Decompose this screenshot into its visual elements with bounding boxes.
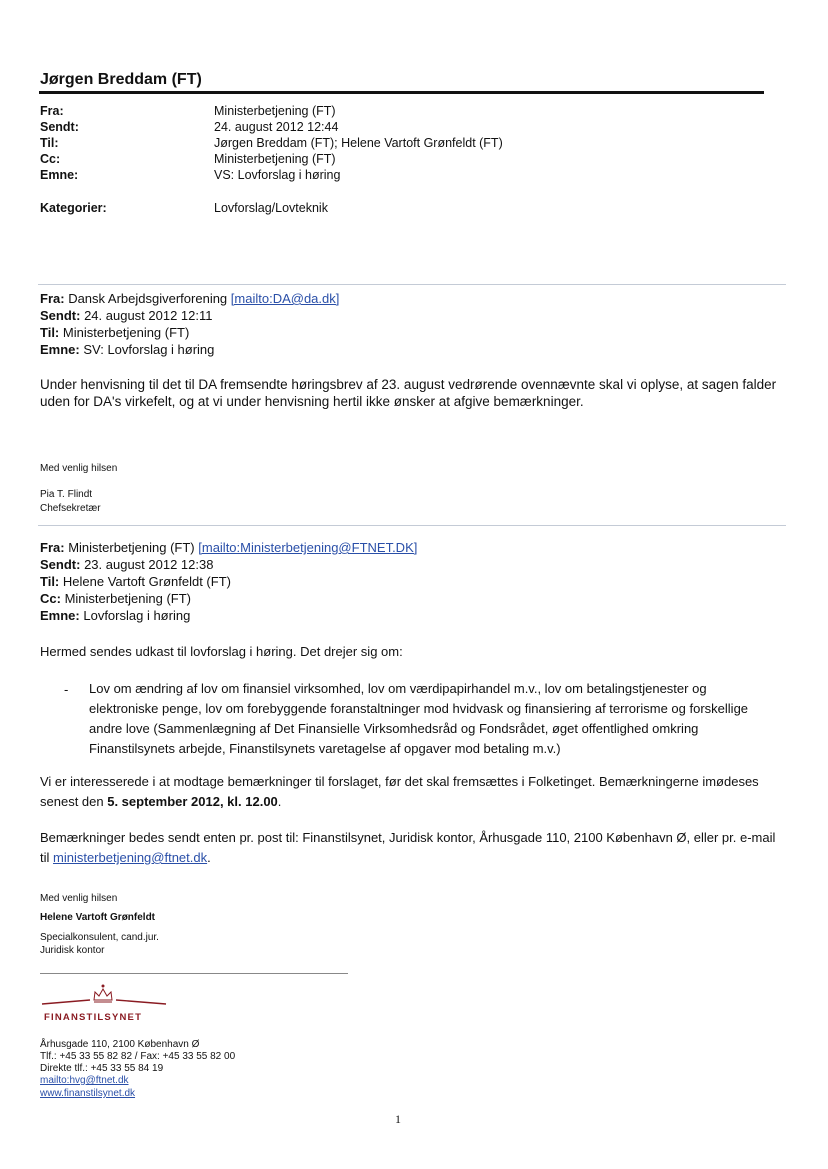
- msg1-signature-name: Pia T. Flindt: [40, 489, 93, 500]
- msg2-intro: Hermed sendes udkast til lovforslag i høring. Det drejer sig om:: [40, 644, 403, 659]
- footer-website-link[interactable]: www.finanstilsynet.dk: [40, 1088, 136, 1099]
- msg1-mailto-link[interactable]: [mailto:DA@da.dk]: [230, 291, 340, 306]
- msg1-greeting: Med venlig hilsen: [40, 463, 118, 474]
- msg1-from: Fra: Dansk Arbejdsgiverforening [mailto:DA@da.dk]: [40, 291, 340, 306]
- header-sent-label: Sendt:: [40, 120, 79, 134]
- msg2-sent: Sendt: 23. august 2012 12:38: [40, 557, 214, 572]
- deadline-date: 5. september 2012, kl. 12.00: [107, 794, 278, 809]
- msg2-cc: Cc: Ministerbetjening (FT): [40, 591, 192, 606]
- signature-divider: [40, 973, 348, 974]
- msg2-deadline-paragraph: Vi er interesserede i at modtage bemærkninger til forslaget, før det skal fremsættes i Folketinget. Bemærkningerne imødeses senest den 5. september 2012, kl. 12.00.: [40, 774, 759, 809]
- message-separator: [38, 284, 786, 285]
- header-from-label: Fra:: [40, 104, 64, 118]
- footer-mailto-link[interactable]: mailto:hvg@ftnet.dk: [40, 1075, 129, 1086]
- page-number: 1: [395, 1112, 401, 1126]
- header-category-value: Lovforslag/Lovteknik: [214, 201, 328, 215]
- msg2-signature-dept: Juridisk kontor: [40, 945, 105, 956]
- footer-address: Århusgade 110, 2100 København Ø: [40, 1039, 200, 1050]
- bullet-dash: -: [64, 682, 69, 697]
- msg2-to: Til: Helene Vartoft Grønfeldt (FT): [40, 574, 231, 589]
- crown-logo-icon: [40, 982, 170, 1010]
- msg2-signature-name: Helene Vartoft Grønfeldt: [40, 912, 156, 923]
- msg2-greeting: Med venlig hilsen: [40, 893, 118, 904]
- msg2-subject: Emne: Lovforslag i høring: [40, 608, 191, 623]
- header-cc-value: Ministerbetjening (FT): [214, 152, 336, 166]
- header-from-value: Ministerbetjening (FT): [214, 104, 336, 118]
- msg1-sent: Sendt: 24. august 2012 12:11: [40, 308, 213, 323]
- header-to-label: Til:: [40, 136, 59, 150]
- header-category-label: Kategorier:: [40, 201, 107, 215]
- message-separator: [38, 525, 786, 526]
- header-sent-value: 24. august 2012 12:44: [214, 120, 339, 134]
- header-to-value: Jørgen Breddam (FT); Helene Vartoft Grønfeldt (FT): [214, 136, 503, 150]
- footer-phone: Tlf.: +45 33 55 82 82 / Fax: +45 33 55 82 00: [40, 1051, 236, 1062]
- header-subject-label: Emne:: [40, 168, 79, 182]
- msg2-bullet-item: Lov om ændring af lov om finansiel virksomhed, lov om værdipapirhandel m.v., lov om betalingstjenester og elektroniske penge, lov om forebyggende foranstaltninger mod hvidvask og finansiering af terrorisme og forskellige andre love (Sammenlægning af Det Finansielle Virksomhedsråd og Fondsrådet, øget offentlighed omkring Finanstilsynets arbejde, Finanstilsynets varetagelse af opgaver mod betaling m.v.): [89, 681, 749, 756]
- header-cc-label: Cc:: [40, 152, 61, 166]
- title-divider: [39, 91, 764, 94]
- msg2-contact-paragraph: Bemærkninger bedes sendt enten pr. post til: Finanstilsynet, Juridisk kontor, Århusgade 110, 2100 København Ø, eller pr. e-mail til ministerbetjening@ftnet.dk.: [40, 830, 776, 865]
- header-subject-value: VS: Lovforslag i høring: [214, 168, 341, 182]
- msg1-body: Under henvisning til det til DA fremsendte høringsbrev af 23. august vedrørende ovennævnte skal vi oplyse, at sagen falder uden for DA's virkefelt, og at vi under henvisning hertil ikke ønsker at afgive bemærkninger.: [40, 377, 777, 409]
- footer-direct-phone: Direkte tlf.: +45 33 55 84 19: [40, 1063, 164, 1074]
- msg1-signature-title: Chefsekretær: [40, 503, 101, 514]
- msg1-subject: Emne: SV: Lovforslag i høring: [40, 342, 215, 357]
- ministerbetjening-email-link[interactable]: ministerbetjening@ftnet.dk: [53, 850, 208, 865]
- msg1-to: Til: Ministerbetjening (FT): [40, 325, 190, 340]
- page-title: Jørgen Breddam (FT): [40, 71, 202, 88]
- msg2-signature-title: Specialkonsulent, cand.jur.: [40, 932, 159, 943]
- msg2-mailto-link[interactable]: [mailto:Ministerbetjening@FTNET.DK]: [198, 540, 418, 555]
- msg2-from: Fra: Ministerbetjening (FT) [mailto:Ministerbetjening@FTNET.DK]: [40, 540, 418, 555]
- finanstilsynet-logo-text: FINANSTILSYNET: [44, 1012, 143, 1023]
